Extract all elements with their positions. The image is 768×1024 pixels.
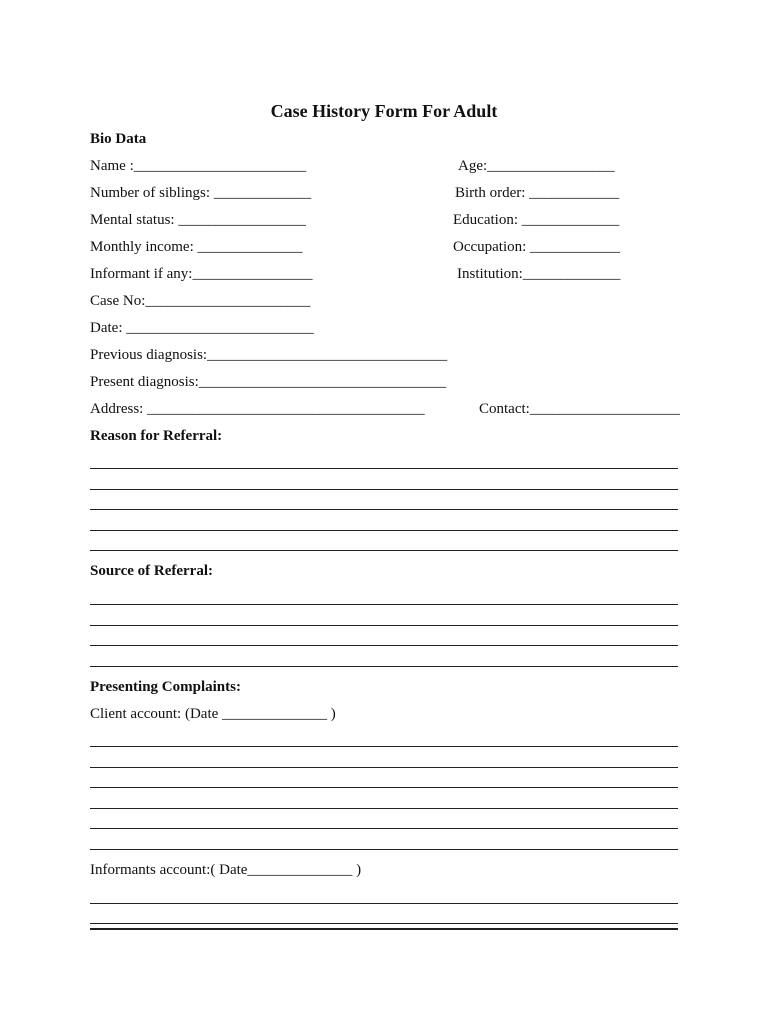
birth-order-field[interactable]: Birth order: ____________ (455, 185, 620, 201)
reason-line[interactable] (90, 530, 678, 531)
reason-line[interactable] (90, 468, 678, 469)
informants-account-date-field[interactable]: Informants account:( Date______________ ) (90, 862, 362, 878)
previous-diagnosis-field[interactable]: Previous diagnosis:________________________________ (90, 347, 448, 363)
source-line[interactable] (90, 604, 678, 605)
informant-field[interactable]: Informant if any:________________ (90, 266, 313, 282)
education-field[interactable]: Education: _____________ (453, 212, 620, 228)
source-line[interactable] (90, 666, 678, 667)
siblings-field[interactable]: Number of siblings: _____________ (90, 185, 312, 201)
mental-status-field[interactable]: Mental status: _________________ (90, 212, 306, 228)
occupation-field[interactable]: Occupation: ____________ (453, 239, 621, 255)
date-field[interactable]: Date: _________________________ (90, 320, 314, 336)
address-field[interactable]: Address: _____________________________________ (90, 401, 425, 417)
page-bottom-rule (90, 928, 678, 930)
client-account-line[interactable] (90, 828, 678, 829)
name-field[interactable]: Name :_______________________ (90, 158, 307, 174)
informants-account-line[interactable] (90, 923, 678, 924)
contact-field[interactable]: Contact:____________________ (479, 401, 680, 417)
client-account-line[interactable] (90, 746, 678, 747)
reason-line[interactable] (90, 550, 678, 551)
client-account-line[interactable] (90, 849, 678, 850)
source-line[interactable] (90, 625, 678, 626)
reason-line[interactable] (90, 489, 678, 490)
page-title: Case History Form For Adult (270, 101, 498, 121)
present-diagnosis-field[interactable]: Present diagnosis:_________________________________ (90, 374, 447, 390)
client-account-date-field[interactable]: Client account: (Date ______________ ) (90, 706, 336, 722)
monthly-income-field[interactable]: Monthly income: ______________ (90, 239, 303, 255)
client-account-line[interactable] (90, 767, 678, 768)
source-line[interactable] (90, 645, 678, 646)
reason-line[interactable] (90, 509, 678, 510)
informants-account-line[interactable] (90, 903, 678, 904)
institution-field[interactable]: Institution:_____________ (457, 266, 621, 282)
bio-data-heading: Bio Data (90, 131, 147, 147)
presenting-complaints-heading: Presenting Complaints: (90, 679, 241, 695)
source-of-referral-heading: Source of Referral: (90, 563, 214, 579)
reason-for-referral-heading: Reason for Referral: (90, 428, 223, 444)
case-no-field[interactable]: Case No:______________________ (90, 293, 311, 309)
client-account-line[interactable] (90, 808, 678, 809)
client-account-line[interactable] (90, 787, 678, 788)
age-field[interactable]: Age:_________________ (458, 158, 615, 174)
